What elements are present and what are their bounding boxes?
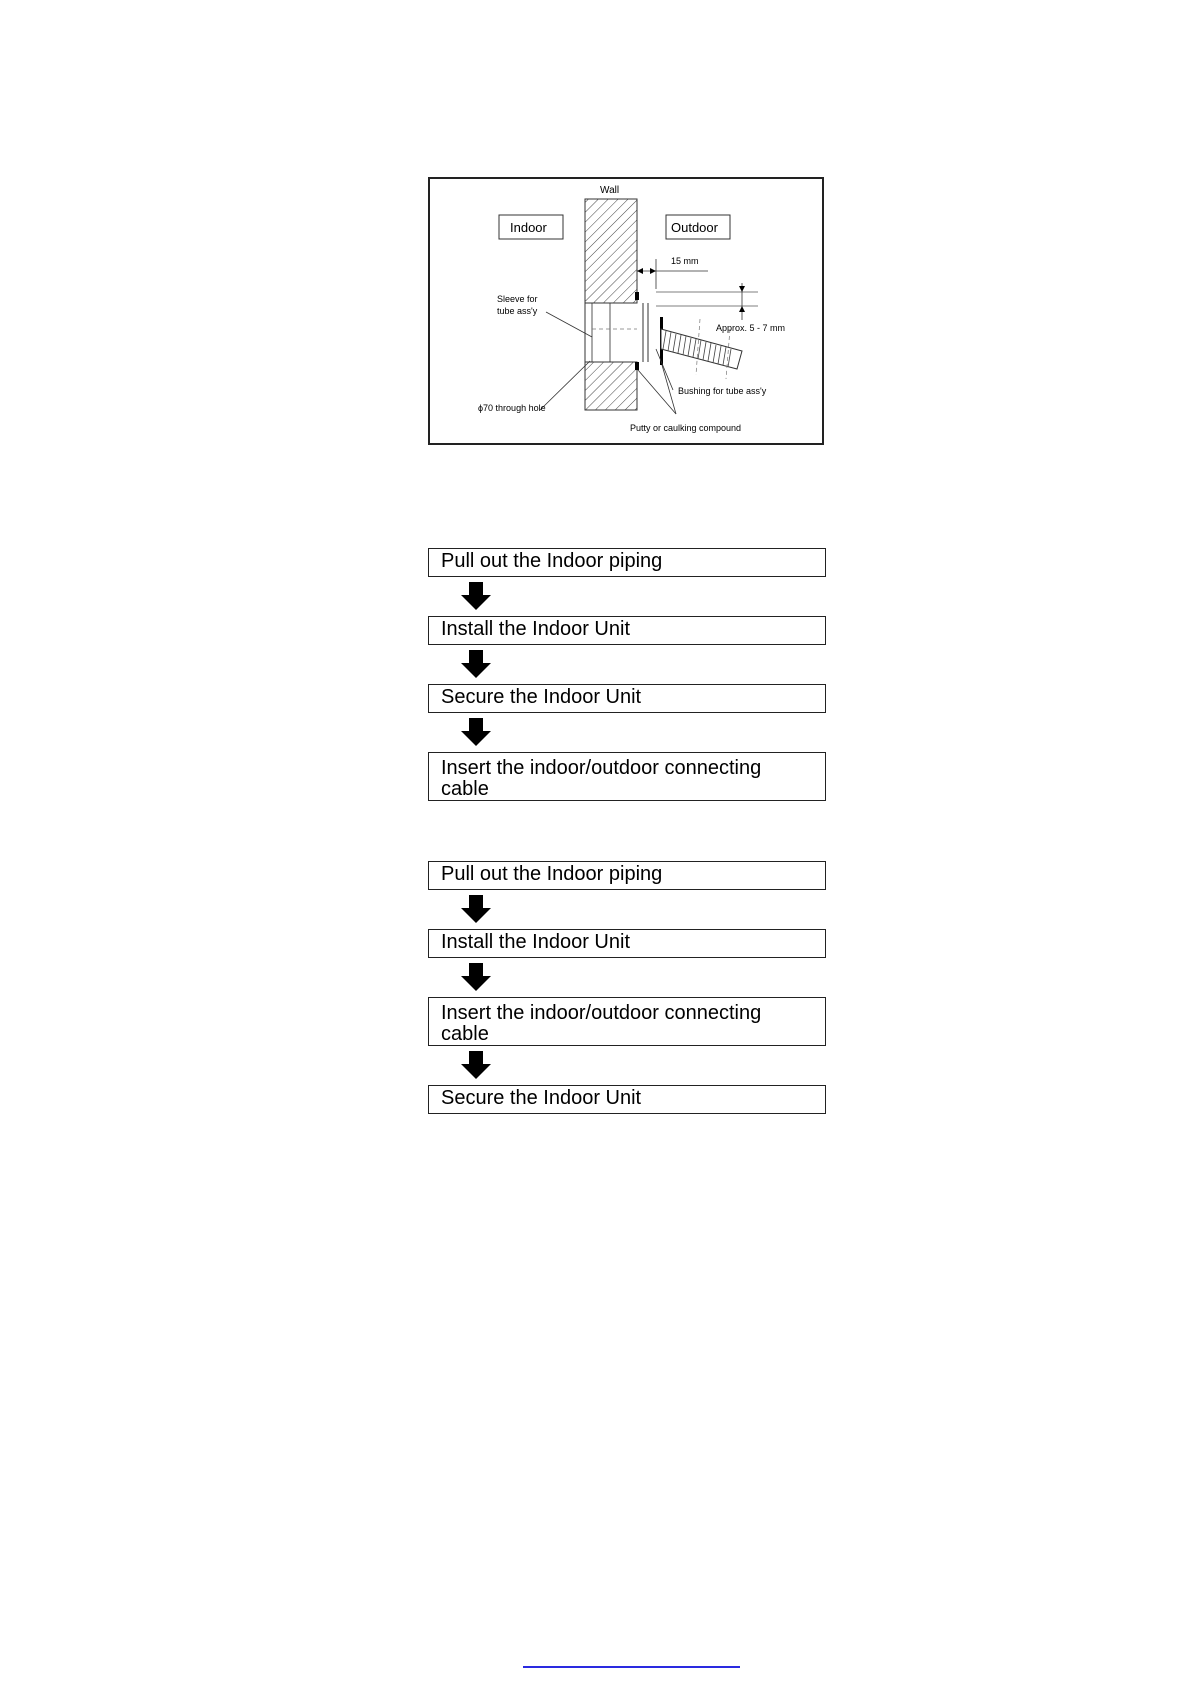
down-arrow-icon: [461, 582, 491, 610]
indoor-label: Indoor: [510, 220, 547, 235]
flow1-step-1: Pull out the Indoor piping: [428, 548, 826, 577]
flow1-arrow-2: [428, 645, 826, 684]
sleeve-label-line2: tube ass'y: [497, 306, 538, 316]
flow1-arrow-3: [428, 713, 826, 752]
bushing-bottom-mark: [635, 362, 639, 370]
down-arrow-icon: [461, 963, 491, 991]
wall-lower-section: [585, 362, 637, 410]
down-arrow-icon: [461, 1051, 491, 1079]
flow1-step-4: Insert the indoor/outdoor connecting cable: [428, 752, 826, 801]
outdoor-label: Outdoor: [671, 220, 718, 235]
flow2-arrow-3: [428, 1046, 826, 1085]
flow1-arrow-1: [428, 577, 826, 616]
approx-label: Approx. 5 - 7 mm: [716, 323, 786, 333]
footer-link-underline[interactable]: [523, 1666, 740, 1668]
wall-upper-section: [585, 199, 637, 303]
putty-label: Putty or caulking compound: [630, 423, 742, 433]
wall-installation-diagram: [428, 177, 824, 445]
wall-section-drawing: [430, 179, 822, 443]
flow2-step-4: Secure the Indoor Unit: [428, 1085, 826, 1114]
procedure-flow-2: [428, 861, 826, 1114]
flow1-step-2: Install the Indoor Unit: [428, 616, 826, 645]
flow2-step-1: Pull out the Indoor piping: [428, 861, 826, 890]
bushing-label: Bushing for tube ass'y: [678, 386, 767, 396]
procedure-flow-1: [428, 548, 826, 801]
sleeve-label-line1: Sleeve for: [497, 294, 538, 304]
down-arrow-icon: [461, 650, 491, 678]
wall-label: Wall: [600, 185, 620, 196]
bushing-top-mark: [635, 292, 639, 300]
flow2-step-3: Insert the indoor/outdoor connecting cable: [428, 997, 826, 1046]
flow2-arrow-1: [428, 890, 826, 929]
down-arrow-icon: [461, 895, 491, 923]
flow2-arrow-2: [428, 958, 826, 997]
dim-15mm-label: 15 mm: [671, 256, 699, 266]
down-arrow-icon: [461, 718, 491, 746]
through-hole-label: ϕ70 through hole: [478, 403, 546, 413]
flow2-step-2: Install the Indoor Unit: [428, 929, 826, 958]
flow1-step-3: Secure the Indoor Unit: [428, 684, 826, 713]
